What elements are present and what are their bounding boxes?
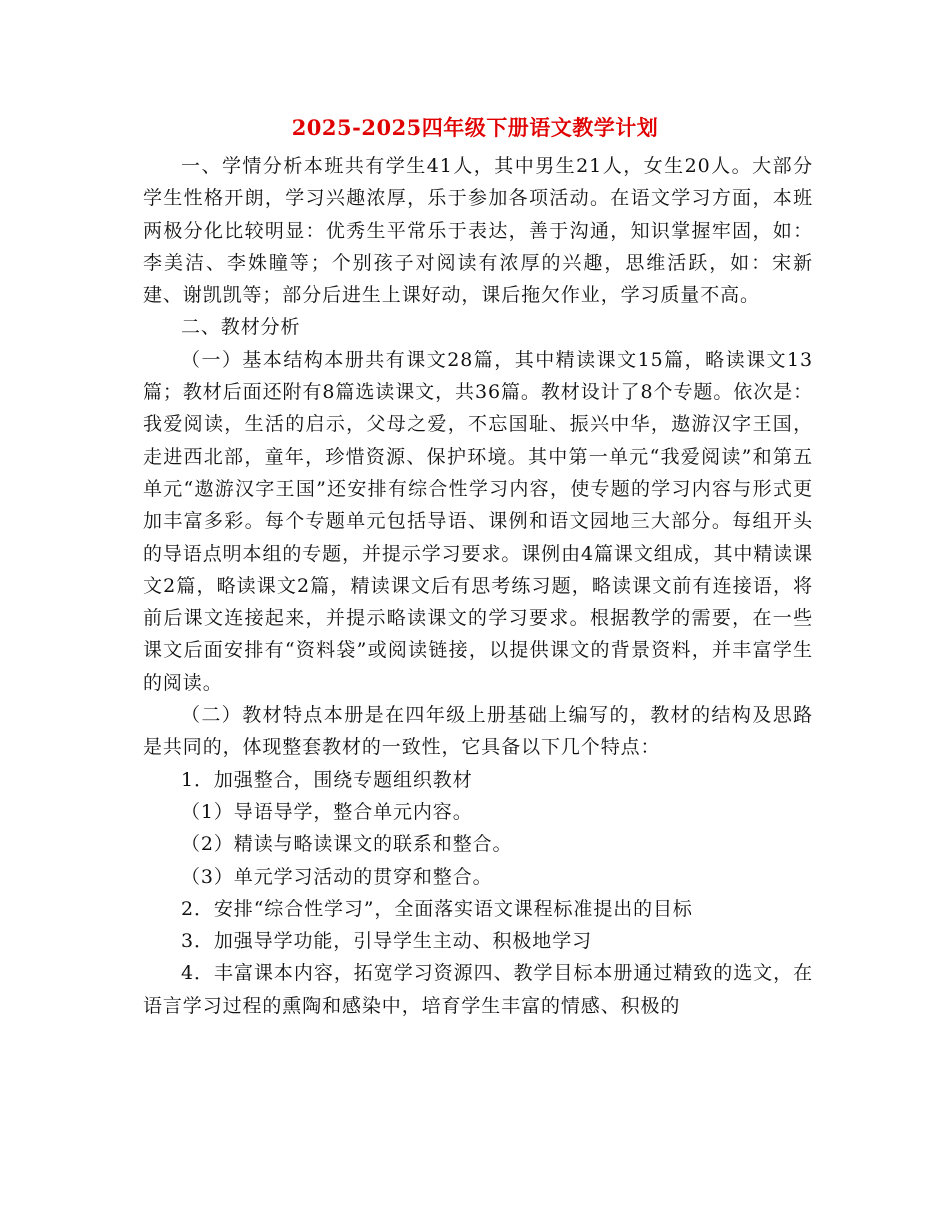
paragraph-basic-structure: （一）基本结构本册共有课文28篇，其中精读课文15篇，略读课文13篇；教材后面还附有8篇选读课文，共36篇。教材设计了8个专题。依次是：我爱阅读，生活的启示，父母之爱，不忘国耻、振兴中华，遨游汉字王国，走进西北部，童年，珍惜资源、保护环境。其中第一单元“我爱阅读”和第五单元“遨游汉字王国”还安排有综合性学习内容，使专题的学习内容与形式更加丰富多彩。每个专题单元包括导语、课例和语文园地三大部分。每组开头的导语点明本组的专题，并提示学习要求。课例由4篇课文组成，其中精读课文2篇，略读课文2篇，精读课文后有思考练习题，略读课文前有连接语，将前后课文连接起来，并提示略读课文的学习要求。根据教学的需要，在一些课文后面安排有“资料袋”或阅读链接，以提供课文的背景资料，并丰富学生的阅读。	[143, 348, 813, 694]
list-item-feature-2: 2．安排“综合性学习”，全面落实语文课程标准提出的目标	[181, 897, 693, 920]
list-item-subfeature-1: （1）导语导学，整合单元内容。	[181, 800, 473, 823]
list-item-feature-1: 1．加强整合，围绕专题组织教材	[181, 768, 473, 791]
list-item-feature-4: 4．丰富课本内容，拓宽学习资源四、教学目标本册通过精致的选文，在语言学习过程的熏陶和感染中，培育学生丰富的情感、积极的	[143, 962, 813, 1017]
document-title: 2025-2025四年级下册语文教学计划	[291, 115, 659, 140]
list-item-feature-3: 3．加强导学功能，引导学生主动、积极地学习	[181, 930, 592, 953]
paragraph-student-analysis: 一、学情分析本班共有学生41人，其中男生21人，女生20人。大部分学生性格开朗，学习兴趣浓厚，乐于参加各项活动。在语文学习方面，本班两极分化比较明显：优秀生平常乐于表达，善于沟通，知识掌握牢固，如：李美洁、李姝瞳等；个别孩子对阅读有浓厚的兴趣，思维活跃，如：宋新建、谢凯凯等；部分后进生上课好动，课后拖欠作业，学习质量不高。	[143, 155, 813, 307]
list-item-subfeature-3: （3）单元学习活动的贯穿和整合。	[181, 865, 493, 888]
list-item-subfeature-2: （2）精读与略读课文的联系和整合。	[181, 833, 513, 856]
document-body	[143, 150, 813, 1022]
paragraph-textbook-features: （二）教材特点本册是在四年级上册基础上编写的，教材的结构及思路是共同的，体现整套教材的一致性，它具备以下几个特点：	[143, 704, 813, 759]
heading-textbook-analysis: 二、教材分析	[181, 316, 301, 339]
